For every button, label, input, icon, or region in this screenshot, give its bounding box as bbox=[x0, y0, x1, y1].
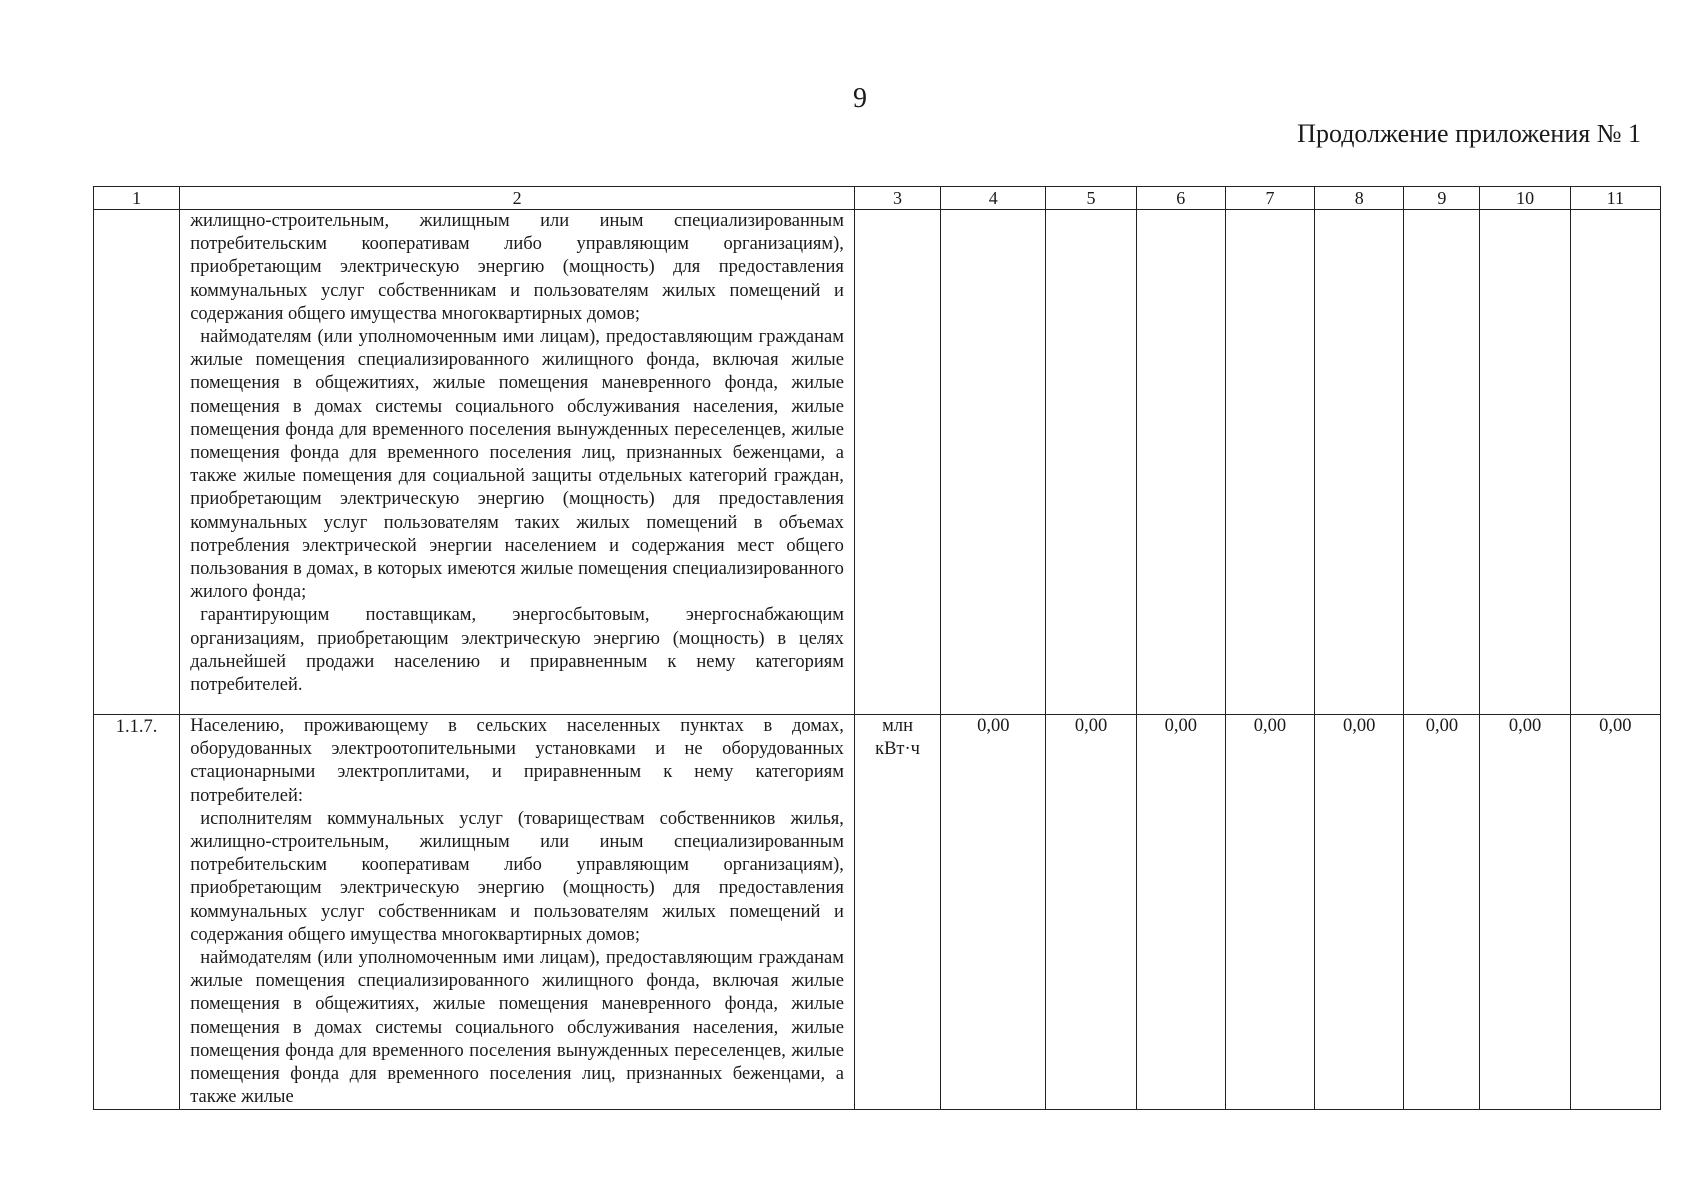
column-header: 9 bbox=[1404, 187, 1480, 210]
column-header: 2 bbox=[180, 187, 855, 210]
unit-line: кВт·ч bbox=[875, 739, 920, 760]
column-header: 6 bbox=[1136, 187, 1225, 210]
table-header-row bbox=[94, 187, 1661, 210]
row-description-cell bbox=[180, 210, 855, 715]
value-cell: 0,00 bbox=[1315, 715, 1404, 1110]
value-cell: 0,00 bbox=[1046, 715, 1136, 1110]
column-header: 1 bbox=[94, 187, 180, 210]
unit-cell bbox=[854, 715, 940, 1110]
description-paragraph: наймодателям (или уполномоченным ими лицам), предоставляющим гражданам жилые помещения специализированного жилищного фонда, включая жилые помещения в общежитиях, жилые помещения маневренного фонда, жилые помещения в домах системы социального обслуживания населения, жилые помещения фонда для временного поселения вынужденных переселенцев, жилые помещения фонда для временного поселения лиц, признанных беженцами, а также жилые помещения для социальной защиты отдельных категорий граждан, приобретающим электрическую энергию (мощность) для предоставления коммунальных услуг пользователям таких жилых помещений в объемах потребления электрической энергии населением и содержания мест общего пользования в домах, в которых имеются жилые помещения специализированного жилого фонда; bbox=[190, 327, 844, 603]
unit-cell bbox=[854, 210, 940, 715]
value-cell bbox=[1225, 210, 1314, 715]
value-cell bbox=[1404, 210, 1480, 715]
table-row bbox=[94, 715, 1661, 1110]
tariff-table bbox=[93, 186, 1661, 1110]
continuation-heading: Продолжение приложения № 1 bbox=[1297, 119, 1641, 148]
value-cell bbox=[1480, 210, 1570, 715]
column-header: 4 bbox=[941, 187, 1046, 210]
row-number-cell: 1.1.7. bbox=[94, 715, 180, 1110]
column-header: 8 bbox=[1315, 187, 1404, 210]
description-paragraph: Населению, проживающему в сельских населенных пунктах в домах, оборудованных электроотопительными установками и не оборудованных стационарными электроплитами, и приравненным к нему категориям потребителей: bbox=[190, 716, 844, 806]
value-cell: 0,00 bbox=[1404, 715, 1480, 1110]
row-description-cell bbox=[180, 715, 855, 1110]
value-cell: 0,00 bbox=[1570, 715, 1660, 1110]
value-cell bbox=[1315, 210, 1404, 715]
value-cell: 0,00 bbox=[941, 715, 1046, 1110]
column-header: 5 bbox=[1046, 187, 1136, 210]
value-cell bbox=[1570, 210, 1660, 715]
column-header: 7 bbox=[1225, 187, 1314, 210]
description-paragraph: исполнителям коммунальных услуг (товариществам собственников жилья, жилищно-строительным, жилищным или иным специализированным потребительским кооперативам либо управляющим организациям), приобретающим электрическую энергию (мощность) для предоставления коммунальных услуг собственникам и пользователям жилых помещений и содержания общего имущества многоквартирных домов; bbox=[190, 808, 844, 945]
description-paragraph: наймодателям (или уполномоченным ими лицам), предоставляющим гражданам жилые помещения специализированного жилищного фонда, включая жилые помещения в общежитиях, жилые помещения маневренного фонда, жилые помещения в домах системы социального обслуживания населения, жилые помещения фонда для временного поселения вынужденных переселенцев, жилые помещения фонда для временного поселения лиц, признанных беженцами, а также жилые bbox=[190, 948, 844, 1108]
table-row bbox=[94, 210, 1661, 715]
value-cell: 0,00 bbox=[1136, 715, 1225, 1110]
column-header: 10 bbox=[1480, 187, 1570, 210]
description-paragraph: гарантирующим поставщикам, энергосбытовым, энергоснабжающим организациям, приобретающим электрическую энергию (мощность) в целях дальнейшей продажи населению и приравненным к нему категориям потребителей. bbox=[190, 605, 844, 696]
value-cell: 0,00 bbox=[1480, 715, 1570, 1110]
column-header: 11 bbox=[1570, 187, 1660, 210]
unit-line: млн bbox=[882, 716, 913, 736]
value-cell bbox=[1046, 210, 1136, 715]
value-cell bbox=[1136, 210, 1225, 715]
description-paragraph: жилищно-строительным, жилищным или иным специализированным потребительским кооперативам либо управляющим организациям), приобретающим электрическую энергию (мощность) для предоставления коммунальных услуг собственникам и пользователям жилых помещений и содержания общего имущества многоквартирных домов; bbox=[190, 211, 844, 324]
value-cell bbox=[941, 210, 1046, 715]
page-number: 9 bbox=[853, 83, 867, 114]
column-header: 3 bbox=[854, 187, 940, 210]
value-cell: 0,00 bbox=[1225, 715, 1314, 1110]
row-number-cell bbox=[94, 210, 180, 715]
